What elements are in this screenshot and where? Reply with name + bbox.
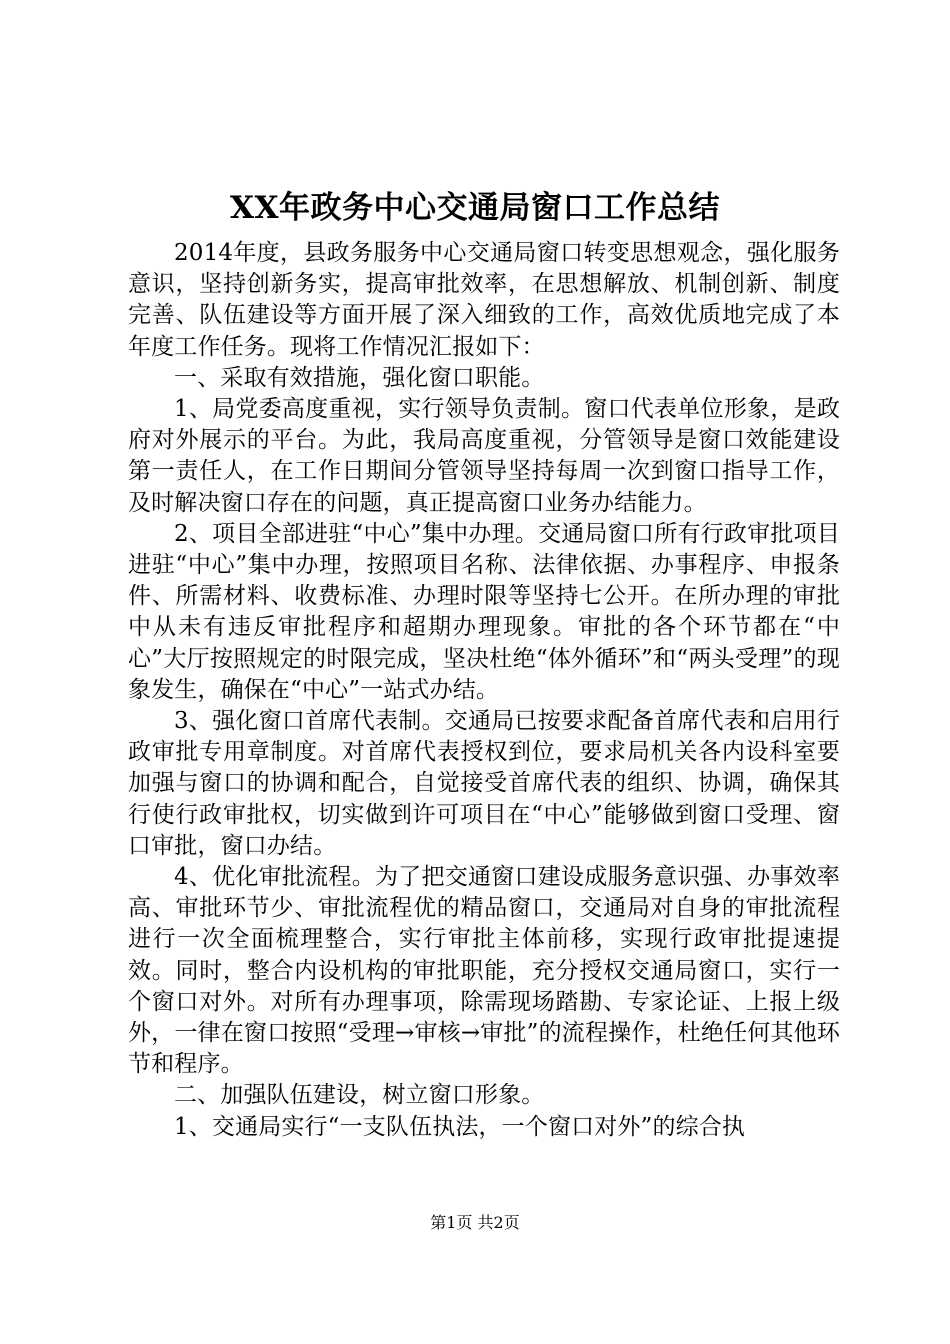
section-heading: 一、采取有效措施，强化窗口职能。 [174,364,545,391]
body-paragraph: 2、项目全部进驻“中心”集中办理。交通局窗口所有行政审批项目进驻“中心”集中办理，按照项目名称、法律依据、办事程序、申报条件、所需材料、收费标准、办理时限等坚持七公开。在所办理的审批中从未有违反审批程序和超期办理现象。审批的各个环节都在“中心”大厅按照规定的时限完成，坚决杜绝“体外循环”和“两头受理”的现象发生，确保在“中心”一站式办结。 [128,520,840,703]
body-paragraph: 1、局党委高度重视，实行领导负责制。窗口代表单位形象，是政府对外展示的平台。为此，我局高度重视，分管领导是窗口效能建设第一责任人，在工作日期间分管领导坚持每周一次到窗口指导工作，及时解决窗口存在的问题，真正提高窗口业务办结能力。 [128,396,840,516]
body-paragraph: 4、优化审批流程。为了把交通窗口建设成服务意识强、办事效率高、审批环节少、审批流程优的精品窗口，交通局对自身的审批流程进行一次全面梳理整合，实行审批主体前移，实现行政审批提速提效。同时，整合内设机构的审批职能，充分授权交通局窗口，实行一个窗口对外。对所有办理事项，除需现场踏勘、专家论证、上报上级外，一律在窗口按照“受理→审核→审批”的流程操作，杜绝任何其他环节和程序。 [128,864,840,1078]
body-paragraph: 2014年度，县政务服务中心交通局窗口转变思想观念，强化服务意识，坚持创新务实，提高审批效率，在思想解放、机制创新、制度完善、队伍建设等方面开展了深入细致的工作，高效优质地完成了本年度工作任务。现将工作情况汇报如下： [128,240,840,360]
body-paragraph: 3、强化窗口首席代表制。交通局已按要求配备首席代表和启用行政审批专用章制度。对首席代表授权到位，要求局机关各内设科室要加强与窗口的协调和配合，自觉接受首席代表的组织、协调，确保其行使行政审批权，切实做到许可项目在“中心”能够做到窗口受理、窗口审批，窗口办结。 [128,708,840,859]
document-title: XX年政务中心交通局窗口工作总结 [229,190,721,226]
document-body [128,238,840,1143]
page-footer: 第1页 共2页 [430,1213,520,1232]
body-paragraph: 1、交通局实行“一支队伍执法，一个窗口对外”的综合执 [174,1113,746,1140]
section-heading: 二、加强队伍建设，树立窗口形象。 [174,1082,545,1109]
